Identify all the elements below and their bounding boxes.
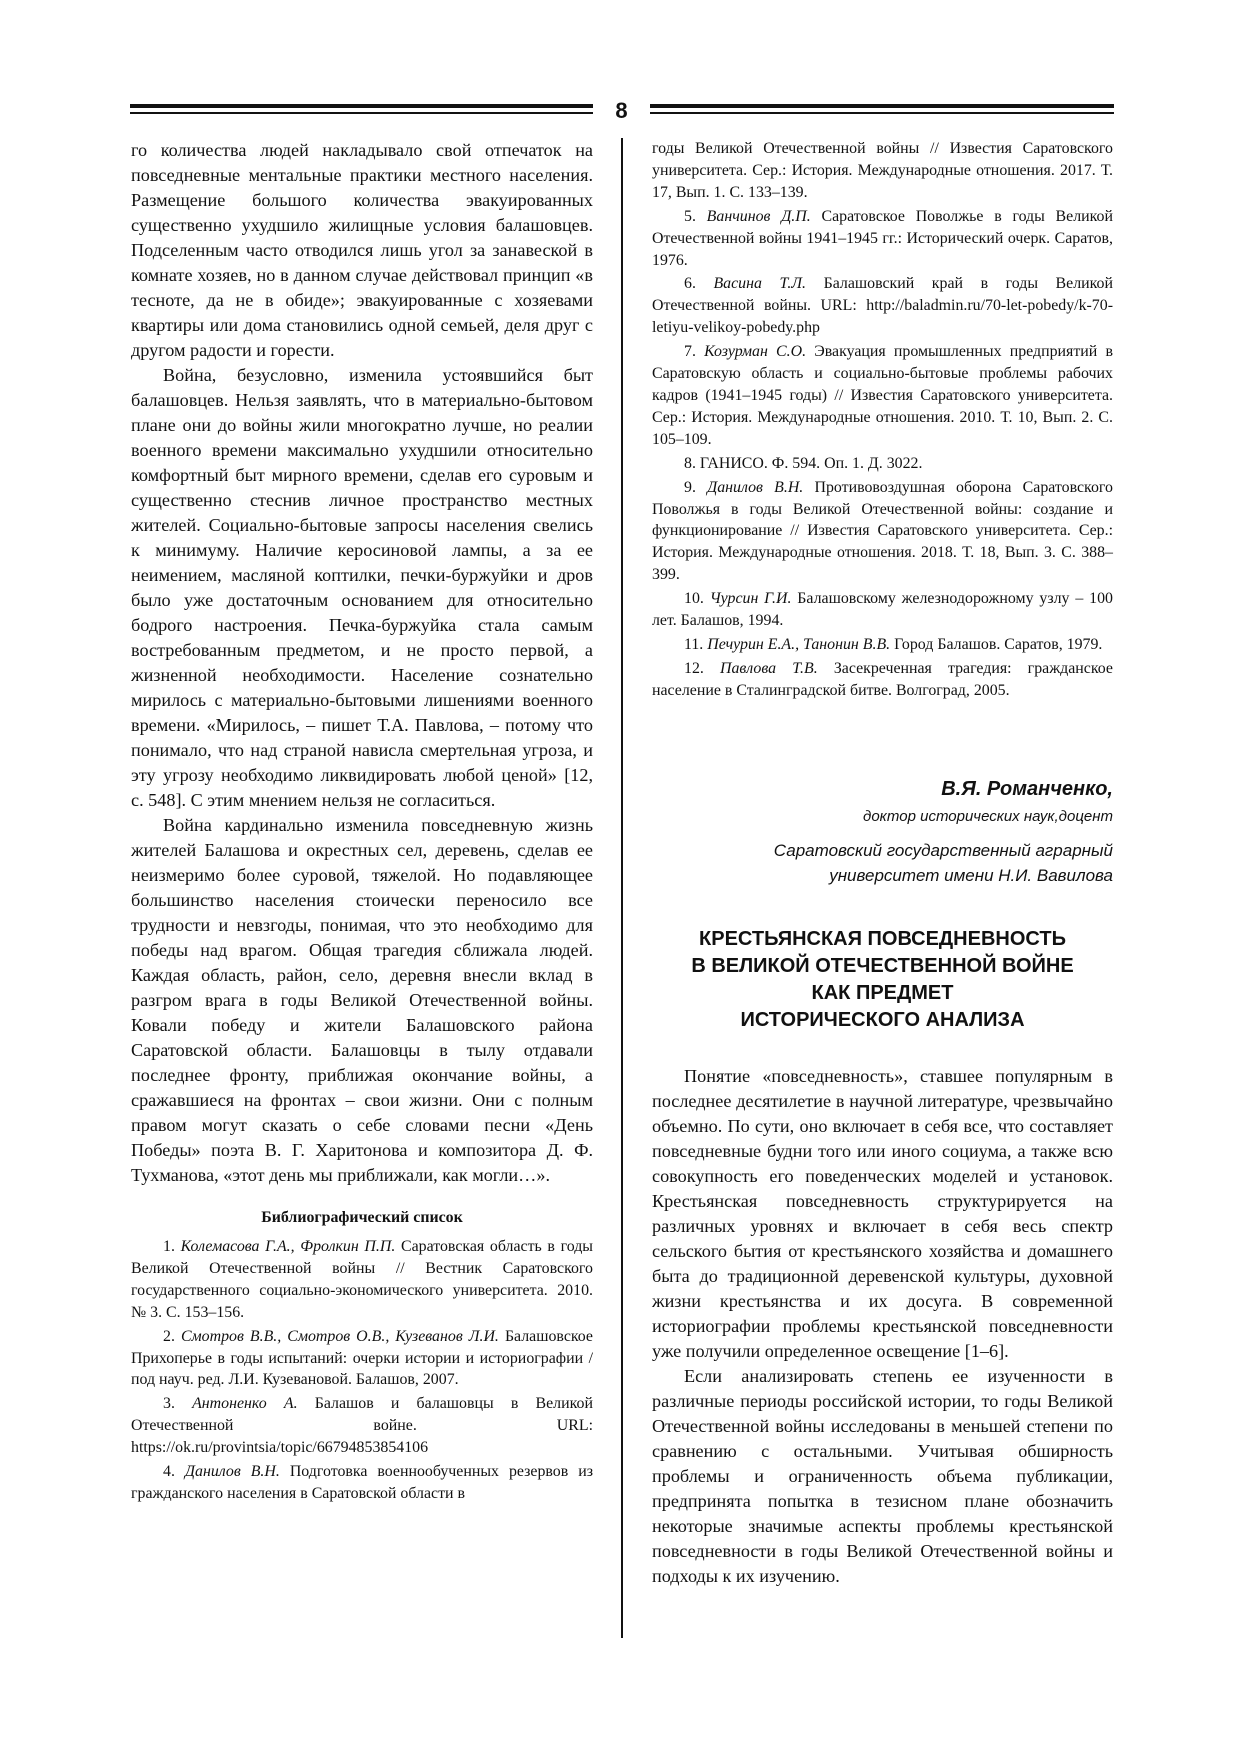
reference-number: 10. (684, 590, 704, 608)
author-affiliation (652, 838, 1113, 888)
reference-authors: Данилов В.Н. (184, 1463, 280, 1481)
reference-number: 1. (163, 1238, 175, 1255)
reference-authors: Данилов В.Н. (707, 478, 804, 496)
reference-text: Балашовское Прихоперье в годы испытаний: очерки истории и историографии / под науч. ред. Л.И. Кузевановой. Балашов, 2007. (131, 1327, 593, 1389)
reference-text: Засекреченная трагедия: гражданское население в Сталинградской битве. Волгоград, 2005. (652, 659, 1113, 699)
article-title (652, 926, 1113, 1034)
reference-item (131, 1393, 593, 1459)
affiliation-line: Саратовский государственный аграрный (773, 840, 1113, 860)
header-rule-left (130, 104, 593, 116)
page-number: 8 (615, 98, 628, 123)
left-column (131, 138, 593, 1505)
reference-number: 4. (163, 1463, 175, 1481)
reference-text: Подготовка военнообученных резервов из гражданского населения в Саратовской области в (131, 1463, 593, 1502)
reference-number: 7. (684, 343, 696, 361)
reference-item (652, 658, 1113, 702)
author-name: В.Я. Романченко, (941, 777, 1113, 800)
reference-item (131, 1326, 593, 1392)
reference-text: Балашовский край в годы Великой Отечественной войны. URL: http://baladmin.ru/70-let-pobedy/k-70-letiyu-velikoy-pobedy.php (652, 275, 1113, 337)
column-divider (621, 138, 623, 1638)
reference-number: 5. (684, 207, 696, 225)
reference-authors: Смотров В.В., Смотров О.В., Кузеванов Л.И. (180, 1327, 499, 1345)
title-line: КАК ПРЕДМЕТ (811, 981, 954, 1004)
affiliation-line: университет имени Н.И. Вавилова (829, 865, 1113, 885)
reference-item (131, 1461, 593, 1505)
reference-authors: Чурсин Г.И. (709, 590, 792, 608)
reference-authors: Антоненко А. (192, 1395, 298, 1413)
reference-text: Балашов и балашовцы в Великой Отечественной войне. URL: https://ok.ru/provintsia/topic/66794853854106 (131, 1395, 593, 1457)
reference-item (131, 1236, 593, 1324)
reference-authors: Ванчинов Д.П. (706, 207, 811, 225)
reference-authors: Печурин Е.А., Танонин В.В. (707, 635, 891, 653)
reference-number: 12. (684, 659, 704, 677)
body-paragraph: Война, безусловно, изменила устоявшийся быт балашовцев. Нельзя заявлять, что в материально-бытовом плане они до войны жили многократно лучше, но реалии военного времени максимально ухудшили относительно комфортный быт мирного времени, сделав его суровым и существенно стеснив личное пространство местных жителей. Социально-бытовые запросы населения свелись к минимуму. Наличие керосиновой лампы, а за ее неимением, масляной коптилки, печки-буржуйки и дров было уже достаточным основанием для относительно бодрого настроения. Печка-буржуйка стала самым востребованным предметом, и не просто первой, а жизненной необходимости. Население сознательно мирилось с материально-бытовыми лишениями военного времени. «Мирилось, – пишет Т.А. Павлова, – потому что понимало, что над страной нависла смертельная угроза, и эту угрозу необходимо ликвидировать любой ценой» [12, с. 548]. С этим мнением нельзя не согласиться. (131, 365, 593, 810)
reference-text: Саратовская область в годы Великой Отечественной войны // Вестник Саратовского государственного социально-экономического университета. 2010. № 3. С. 153–156. (131, 1238, 593, 1321)
reference-number: 8. (684, 454, 696, 472)
header-rule-right (650, 104, 1114, 116)
reference-number: 3. (163, 1395, 175, 1413)
body-paragraph: Понятие «повседневность», ставшее популярным в последнее десятилетие в научной литературе, чрезвычайно объемно. По сути, оно включает в себя все, что составляет повседневные будни того или иного социума, а также всю совокупность его поведенческих моделей и установок. Крестьянская повседневность структурируется на различных уровнях и включает в себя весь спектр сельского бытия от крестьянского хозяйства и домашнего быта до традиционной деревенской культуры, духовной жизни крестьянства и их досуга. В современной историографии проблемы крестьянской повседневности уже получили определенное освещение [1–6]. (652, 1065, 1113, 1361)
reference-text: Саратовское Поволжье в годы Великой Отечественной войны 1941–1945 гг.: Исторический очерк. Саратов, 1976. (652, 207, 1113, 269)
title-line: ИСТОРИЧЕСКОГО АНАЛИЗА (740, 1008, 1025, 1031)
reference-text: Эвакуация промышленных предприятий в Саратовскую область и социально-бытовые проблемы рабочих кадров (1941–1945 годы) // Известия Саратовского университета. Сер.: История. Международные отношения. 2010. Т. 10, Вып. 2. С. 105–109. (652, 343, 1113, 448)
reference-number: 9. (684, 478, 696, 496)
reference-authors: Колемасова Г.А., Фролкин П.П. (180, 1238, 396, 1255)
reference-item (652, 273, 1113, 339)
reference-authors: Павлова Т.В. (719, 659, 818, 677)
body-paragraph: го количества людей накладывало свой отпечаток на повседневные ментальные практики местного населения. Размещение большого количества эвакуированных существенно ухудшило жилищные условия балашовцев. Подселенным часто отводился лишь угол за занавеской в комнате хозяев, но в данном случае действовал принцип «в тесноте, да не в обиде»; эвакуированные с хозяевами квартиры или дома становились одной семьей, деля друг с другом радости и горести. (131, 140, 593, 360)
reference-item (652, 634, 1113, 656)
body-paragraph: Война кардинально изменила повседневную жизнь жителей Балашова и окрестных сел, деревень, сделав ее неизмеримо более суровой, тяжелой. Но подавляющее большинство населения стоически переносило все трудности и невзгоды, понимая, что это необходимо для победы над врагом. Общая трагедия сближала людей. Каждая область, район, село, деревня внесли вклад в разгром врага в годы Великой Отечественной войны. Ковали победу и жители Балашовского района Саратовской области. Балашовцы в тылу отдавали последнее фронту, приближая окончание войны, а сражавшиеся на фронтах – свои жизни. Они с полным правом могут сказать о себе словами песни «День Победы» поэта В. Г. Харитонова и композитора Д. Ф. Тухманова, «этот день мы приближали, как могли…». (131, 815, 593, 1185)
title-line: В ВЕЛИКОЙ ОТЕЧЕСТВЕННОЙ ВОЙНЕ (691, 954, 1074, 977)
reference-text: Противовоздушная оборона Саратовского Поволжья в годы Великой Отечественной войны: создание и функционирование // Известия Саратовского университета. Сер.: История. Международные отношения. 2018. Т. 18, Вып. 3. С. 388–399. (652, 478, 1113, 584)
reference-item (652, 588, 1113, 632)
body-paragraph: Если анализировать степень ее изученности в различные периоды российской истории, то годы Великой Отечественной войны исследованы в меньшей степени по сравнению с остальными. Учитывая обширность проблемы и ограниченность объема публикации, предпринята попытка в тезисном плане обозначить некоторые значимые аспекты проблемы крестьянской повседневности в годы Великой Отечественной войны и подходы к их изучению. (652, 1365, 1113, 1586)
reference-authors: Козурман С.О. (704, 343, 807, 361)
reference-continuation: годы Великой Отечественной войны // Известия Саратовского университета. Сер.: История. Международные отношения. 2017. Т. 17, Вып. 1. С. 133–139. (652, 140, 1113, 201)
title-line: КРЕСТЬЯНСКАЯ ПОВСЕДНЕВНОСТЬ (699, 927, 1066, 950)
reference-authors: Васина Т.Л. (713, 275, 807, 293)
reference-text: Балашовскому железнодорожному узлу – 100 лет. Балашов, 1994. (652, 590, 1113, 630)
reference-text: Город Балашов. Саратов, 1979. (894, 635, 1103, 653)
reference-item (652, 206, 1113, 272)
right-column (652, 138, 1113, 1589)
reference-number: 2. (163, 1327, 175, 1345)
reference-item (652, 341, 1113, 451)
reference-item (652, 453, 1113, 475)
reference-text: ГАНИСО. Ф. 594. Оп. 1. Д. 3022. (699, 454, 923, 472)
author-degree: доктор исторических наук,доцент (863, 807, 1113, 825)
reference-number: 6. (684, 275, 696, 293)
reference-number: 11. (684, 635, 704, 653)
bibliography-heading: Библиографический список (261, 1209, 463, 1226)
reference-item (652, 477, 1113, 587)
